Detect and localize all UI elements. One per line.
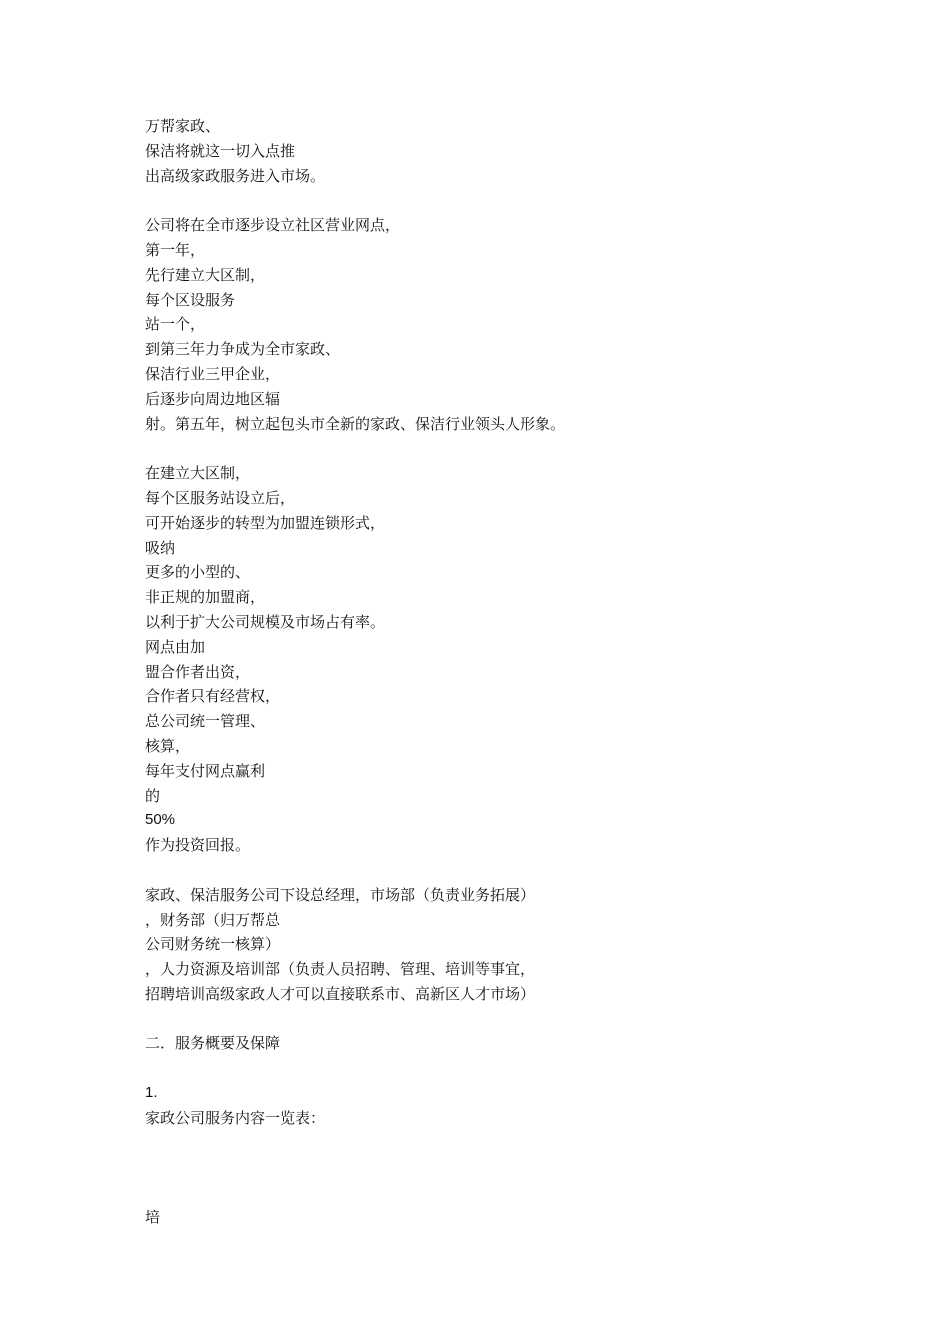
- text-line: 核算，: [145, 736, 191, 755]
- text-line: 站一个，: [145, 315, 206, 334]
- text-line: 后逐步向周边地区辐: [145, 389, 281, 408]
- paragraph-gap: [145, 1056, 845, 1081]
- paragraph: [145, 461, 845, 858]
- text-line: 在建立大区制，: [145, 464, 251, 483]
- text-line: 保洁将就这一切入点推: [145, 141, 296, 160]
- paragraph-gap: [145, 1131, 845, 1156]
- text-line: 总公司统一管理、: [145, 712, 266, 731]
- paragraph-gap: [145, 1007, 845, 1032]
- paragraph: [145, 1205, 845, 1230]
- paragraph: [145, 114, 845, 188]
- text-line: 到第三年力争成为全市家政、: [145, 340, 341, 359]
- text-line: 非正规的加盟商，: [145, 588, 266, 607]
- text-line: 家政、保洁服务公司下设总经理，市场部（负责业务拓展）: [145, 885, 536, 904]
- text-line: 公司将在全市逐步设立社区营业网点，: [145, 216, 401, 235]
- section-heading: [145, 1031, 845, 1056]
- text-line: 保洁行业三甲企业，: [145, 364, 281, 383]
- text-line: ，财务部（归万帮总: [145, 910, 281, 929]
- text-line: 培: [145, 1208, 161, 1227]
- list-number: 1.: [145, 1084, 158, 1102]
- text-line: 每个区设服务: [145, 290, 236, 309]
- text-line: 第一年，: [145, 240, 206, 259]
- text-line: 50%: [145, 811, 176, 829]
- paragraph-gap: [145, 188, 845, 213]
- text-line: 的: [145, 786, 161, 805]
- paragraph: [145, 1081, 845, 1131]
- text-line: 射。第五年，树立起包头市全新的家政、保洁行业领头人形象。: [145, 414, 566, 433]
- text-line: 万帮家政、: [145, 117, 221, 135]
- text-line: 作为投资回报。: [145, 836, 251, 855]
- paragraph-gap: [145, 436, 845, 461]
- text-line: 更多的小型的、: [145, 563, 251, 582]
- text-line: 每个区服务站设立后，: [145, 488, 296, 507]
- text-line: 盟合作者出资，: [145, 662, 251, 681]
- text-line: 网点由加: [145, 637, 206, 656]
- text-line: 合作者只有经营权，: [145, 687, 281, 706]
- text-line: 家政公司服务内容一览表：: [145, 1108, 326, 1127]
- paragraph-gap: [145, 1155, 845, 1180]
- paragraph-gap: [145, 858, 845, 883]
- text-line: 吸纳: [145, 538, 176, 557]
- text-line: ，人力资源及培训部（负责人员招聘、管理、培训等事宜，: [145, 960, 536, 979]
- document-page: [145, 114, 845, 1230]
- text-line: 公司财务统一核算）: [145, 935, 281, 954]
- text-line: 先行建立大区制，: [145, 265, 266, 284]
- paragraph: [145, 883, 845, 1007]
- text-line: 招聘培训高级家政人才可以直接联系市、高新区人才市场）: [145, 984, 536, 1003]
- paragraph: [145, 213, 845, 436]
- text-line: 出高级家政服务进入市场。: [145, 166, 326, 185]
- text-line: 二．服务概要及保障: [145, 1034, 281, 1053]
- text-line: 每年支付网点赢利: [145, 761, 266, 780]
- paragraph-gap: [145, 1180, 845, 1205]
- text-line: 可开始逐步的转型为加盟连锁形式，: [145, 513, 386, 532]
- text-line: 以利于扩大公司规模及市场占有率。: [145, 612, 386, 631]
